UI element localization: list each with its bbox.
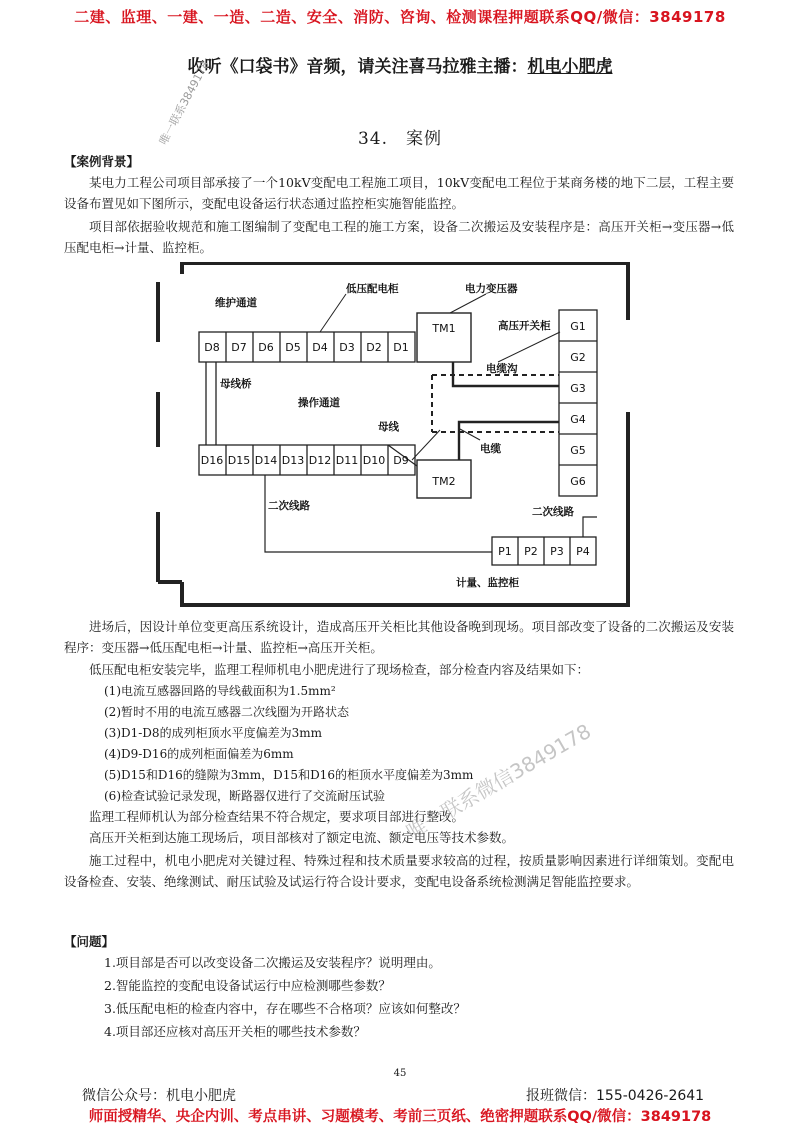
cabinet-d6: D6 <box>258 341 274 354</box>
check-item-6: (6)检查试验记录发现，断路器仅进行了交流耐压试验 <box>104 789 386 803</box>
cabinet-d10: D10 <box>362 454 386 467</box>
page-number: 45 <box>393 1068 407 1079</box>
label-lv-cabinet: 低压配电柜 <box>346 283 399 295</box>
label-hv-cabinet: 高压开关柜 <box>498 320 551 332</box>
cabinet-d9: D9 <box>393 454 409 467</box>
cabinet-d3: D3 <box>339 341 355 354</box>
question-3: 3.低压配电柜的检查内容中，存在哪些不合格项？应该如何整改？ <box>104 1001 466 1016</box>
cabinet-d7: D7 <box>231 341 247 354</box>
cabinet-d15: D15 <box>227 454 251 467</box>
equipment-layout-diagram <box>150 262 640 610</box>
hv-cabinet-column <box>559 310 597 496</box>
cabinet-g2: G2 <box>570 351 586 364</box>
check-item-5: (5)D15和D16的缝隙为3mm，D15和D16的柜顶水平度偏差为3mm <box>104 768 474 782</box>
cabinet-p3: P3 <box>550 545 564 558</box>
label-busbar: 母线 <box>378 421 399 433</box>
check-item-2: (2)暂时不用的电流互感器二次线圈为开路状态 <box>104 705 349 719</box>
watermark-diagonal: 唯一联系3849178 <box>156 58 212 148</box>
case-title: 34. 案例 <box>357 129 443 149</box>
question-heading: 【问题】 <box>64 934 115 949</box>
cabinet-g3: G3 <box>570 382 586 395</box>
audio-notice <box>0 52 800 77</box>
cable-trench <box>432 375 559 432</box>
transformer-tm1 <box>417 313 471 362</box>
paragraph-3: 进场后，因设计单位变更高压系统设计，造成高压开关柜比其他设备晚到现场。项目部改变了设备的二次搬运及安装程序：变压器→低压配电柜→计量、监控柜→高压开关柜。 <box>64 619 734 655</box>
cabinet-d13: D13 <box>281 454 305 467</box>
signup-contact: 报班微信：155-0426-2641 <box>526 1088 705 1104</box>
cabinet-d8: D8 <box>204 341 220 354</box>
transformer-tm2-label: TM2 <box>432 475 456 488</box>
cabinet-g1: G1 <box>570 320 586 333</box>
cabinet-p2: P2 <box>524 545 538 558</box>
cabinet-g6: G6 <box>570 475 586 488</box>
label-transformer: 电力变压器 <box>465 283 518 295</box>
question-1: 1.项目部是否可以改变设备二次搬运及安装程序？说明理由。 <box>104 955 441 970</box>
paragraph-2: 项目部依据验收规范和施工图编制了变配电工程的施工方案，设备二次搬运及安装程序是：高压开关柜→变压器→低压配电柜→计量、监控柜。 <box>64 219 734 255</box>
busbar-bridge <box>206 362 216 445</box>
power-cables <box>453 362 559 460</box>
paragraph-4: 低压配电柜安装完毕，监理工程师机电小肥虎进行了现场检查，部分检查内容及结果如下： <box>89 662 590 677</box>
cabinet-g5: G5 <box>570 444 586 457</box>
cabinet-p1: P1 <box>498 545 512 558</box>
cabinet-d11: D11 <box>335 454 359 467</box>
wechat-public-account: 微信公众号：机电小肥虎 <box>82 1088 236 1104</box>
anchor-name: 机电小肥虎 <box>527 57 613 77</box>
label-busbar-bridge: 母线桥 <box>220 378 252 390</box>
check-item-3: (3)D1-D8的成列柜顶水平度偏差为3mm <box>104 726 322 740</box>
paragraph-1: 某电力工程公司项目部承接了一个10kV变配电工程施工项目，10kV变配电工程位于某商务楼的地下二层，工程主要设备布置见如下图所示，变配电设备运行状态通过监控柜实施智能监控。 <box>64 175 734 211</box>
label-secondary-circuit-right: 二次线路 <box>532 506 574 518</box>
background-heading: 【案例背景】 <box>64 154 140 169</box>
check-item-4: (4)D9-D16的成列柜面偏差为6mm <box>104 747 294 761</box>
label-leaders <box>320 294 560 460</box>
paragraph-6: 高压开关柜到达施工现场后，项目部核对了额定电流、额定电压等技术参数。 <box>89 830 515 845</box>
question-2: 2.智能监控的变配电设备试运行中应检测哪些参数？ <box>104 978 391 993</box>
bottom-banner: 师面授精华、央企内训、考点串讲、习题模考、考前三页纸、绝密押题联系QQ/微信：3849178 <box>88 1109 712 1125</box>
paragraph-7: 施工过程中，机电小肥虎对关键过程、特殊过程和技术质量要求较高的过程，按质量影响因素进行详细策划。变配电设备检查、安装、绝缘测试、耐压试验及试运行符合设计要求，变配电设备系统检测满足智能监控要求。 <box>64 853 734 889</box>
transformer-tm1-label: TM1 <box>432 322 456 335</box>
question-4: 4.项目部还应核对高压开关柜的哪些技术参数？ <box>104 1024 366 1039</box>
cabinet-d12: D12 <box>308 454 332 467</box>
cabinet-g4: G4 <box>570 413 586 426</box>
cabinet-d16: D16 <box>200 454 224 467</box>
check-item-1: (1)电流互感器回路的导线截面积为1.5mm² <box>104 684 336 698</box>
label-metering-cabinet: 计量、监控柜 <box>456 577 519 589</box>
label-maintenance-corridor: 维护通道 <box>215 297 257 309</box>
top-banner: 二建、监理、一建、一造、二造、安全、消防、咨询、检测课程押题联系QQ/微信：3849178 <box>74 8 726 26</box>
cabinet-d1: D1 <box>393 341 409 354</box>
cabinet-p4: P4 <box>576 545 590 558</box>
label-secondary-circuit-left: 二次线路 <box>268 500 310 512</box>
paragraph-5: 监理工程师机认为部分检查结果不符合规定，要求项目部进行整改。 <box>89 809 465 824</box>
label-operation-corridor: 操作通道 <box>298 397 340 409</box>
label-cable-trench: 电缆沟 <box>486 363 518 375</box>
cabinet-d5: D5 <box>285 341 301 354</box>
cabinet-d2: D2 <box>366 341 382 354</box>
label-cable: 电缆 <box>480 443 501 455</box>
cabinet-d4: D4 <box>312 341 328 354</box>
audio-prefix: 收听《口袋书》音频，请关注喜马拉雅主播： <box>187 57 528 77</box>
watermark-center: 唯一联系微信3849178 <box>402 718 596 845</box>
cabinet-d14: D14 <box>254 454 278 467</box>
